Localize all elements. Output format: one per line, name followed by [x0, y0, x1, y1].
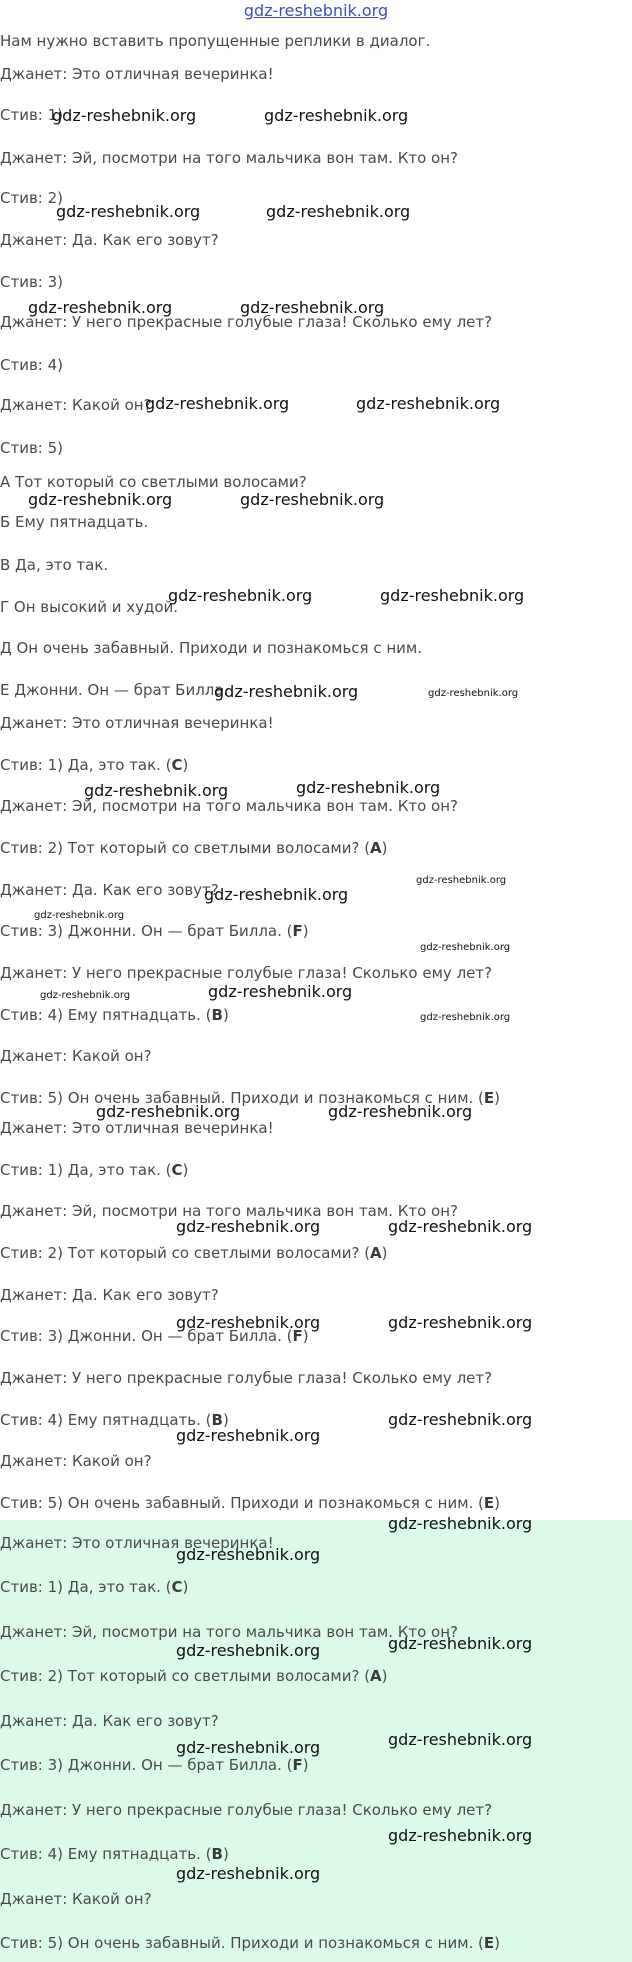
answer-suffix: ): [302, 1756, 309, 1774]
answer-suffix: ): [222, 1006, 229, 1024]
option-line: [0, 680, 228, 700]
option-line-text: Е Джонни. Он — брат Билла.: [0, 681, 229, 699]
watermark-text: gdz-reshebnik.org: [28, 298, 173, 317]
watermark-text: gdz-reshebnik.org: [52, 106, 197, 125]
answer-line-text: Джанет: Какой он?: [0, 1047, 152, 1065]
answer-key: B: [211, 1006, 223, 1024]
answer-line: [0, 1493, 500, 1513]
answer-key: F: [292, 922, 303, 940]
watermark-text: gdz-reshebnik.org: [388, 1313, 533, 1332]
prompt-line: [0, 64, 274, 84]
answer-key: A: [370, 839, 382, 857]
prompt-line-text: Джанет: Какой он?: [0, 396, 152, 414]
answer-suffix: ): [494, 1089, 501, 1107]
answer-suffix: ): [302, 1327, 309, 1345]
watermark-text: gdz-reshebnik.org: [388, 1730, 533, 1749]
answer-line-text: Джанет: Да. Как его зовут?: [0, 881, 219, 899]
answer-line: [0, 1046, 152, 1066]
option-line-text: А Тот который со светлыми волосами?: [0, 473, 307, 491]
answer-line: [0, 1800, 492, 1820]
watermark-text: gdz-reshebnik.org: [214, 682, 359, 701]
answer-key: B: [211, 1845, 223, 1863]
option-line-text: Г Он высокий и худой.: [0, 598, 179, 616]
site-header-link[interactable]: gdz-reshebnik.org: [243, 1, 389, 20]
answer-line-text: Джанет: Какой он?: [0, 1452, 152, 1470]
watermark-text: gdz-reshebnik.org: [176, 1738, 321, 1757]
answer-suffix: ): [494, 1934, 501, 1952]
answer-suffix: ): [381, 839, 388, 857]
option-line: [0, 472, 307, 492]
answer-suffix: ): [222, 1845, 229, 1863]
watermark-text: gdz-reshebnik.org: [208, 982, 353, 1001]
answer-line: [0, 1160, 188, 1180]
prompt-line-text: Джанет: Да. Как его зовут?: [0, 231, 219, 249]
answer-line-text: Джанет: Эй, посмотри на того мальчика вон там. Кто он?: [0, 1623, 459, 1641]
prompt-line: [0, 148, 458, 168]
answer-line: [0, 796, 458, 816]
answer-suffix: ): [302, 922, 309, 940]
watermark-text: gdz-reshebnik.org: [388, 1410, 533, 1429]
option-line-text: В Да, это так.: [0, 556, 109, 574]
answer-line-text: Джанет: Это отличная вечеринка!: [0, 1119, 274, 1137]
answer-line-text: Стив: 2) Тот который со светлыми волосами? (: [0, 1244, 371, 1262]
watermark-text: gdz-reshebnik.org: [328, 1102, 473, 1121]
answer-line: [0, 1577, 188, 1597]
answer-suffix: ): [182, 1578, 189, 1596]
answer-line-text: Стив: 4) Ему пятнадцать. (: [0, 1411, 212, 1429]
answer-line-text: Стив: 3) Джонни. Он — брат Билла. (: [0, 922, 293, 940]
watermark-text: gdz-reshebnik.org: [428, 688, 519, 699]
answer-line: [0, 1844, 229, 1864]
option-line: [0, 512, 148, 532]
answer-line: [0, 963, 492, 983]
answer-line: [0, 713, 274, 733]
option-line: [0, 597, 178, 617]
task-text: [0, 31, 430, 51]
answer-key: F: [292, 1327, 303, 1345]
answer-line-text: Джанет: Эй, посмотри на того мальчика вон там. Кто он?: [0, 797, 459, 815]
watermark-text: gdz-reshebnik.org: [266, 202, 411, 221]
answer-line-text: Джанет: Это отличная вечеринка!: [0, 714, 274, 732]
prompt-line-text: Стив: 5): [0, 439, 64, 457]
answer-line: [0, 1368, 492, 1388]
watermark-text: gdz-reshebnik.org: [356, 394, 501, 413]
watermark-text: gdz-reshebnik.org: [240, 490, 385, 509]
answer-line: [0, 838, 388, 858]
answer-line-text: Стив: 5) Он очень забавный. Приходи и познакомься с ним. (: [0, 1494, 484, 1512]
prompt-line-text: Стив: 4): [0, 356, 64, 374]
watermark-text: gdz-reshebnik.org: [176, 1313, 321, 1332]
answer-key: A: [370, 1667, 382, 1685]
answer-line-text: Джанет: Какой он?: [0, 1890, 152, 1908]
answer-line-text: Стив: 1) Да, это так. (: [0, 1161, 172, 1179]
answer-line-text: Стив: 2) Тот который со светлыми волосами? (: [0, 839, 371, 857]
answer-key: E: [483, 1089, 495, 1107]
watermark-text: gdz-reshebnik.org: [176, 1864, 321, 1883]
watermark-text: gdz-reshebnik.org: [380, 586, 525, 605]
answer-line-text: Стив: 4) Ему пятнадцать. (: [0, 1006, 212, 1024]
answer-key: C: [171, 756, 183, 774]
prompt-line-text: Джанет: Это отличная вечеринка!: [0, 65, 274, 83]
prompt-line-text: Джанет: Эй, посмотри на того мальчика вон там. Кто он?: [0, 149, 459, 167]
watermark-text: gdz-reshebnik.org: [34, 910, 125, 921]
answer-line: [0, 1005, 229, 1025]
watermark-text: gdz-reshebnik.org: [28, 490, 173, 509]
watermark-text: gdz-reshebnik.org: [176, 1545, 321, 1564]
option-line: [0, 555, 108, 575]
watermark-text: gdz-reshebnik.org: [296, 778, 441, 797]
prompt-line: [0, 395, 152, 415]
answer-line-text: Стив: 1) Да, это так. (: [0, 756, 172, 774]
watermark-text: gdz-reshebnik.org: [168, 586, 313, 605]
answer-key: A: [370, 1244, 382, 1262]
prompt-line: [0, 438, 63, 458]
option-line-text: Б Ему пятнадцать.: [0, 513, 149, 531]
watermark-text: gdz-reshebnik.org: [96, 1102, 241, 1121]
prompt-line-text: Стив: 1): [0, 106, 64, 124]
answer-line: [0, 1451, 152, 1471]
watermark-text: gdz-reshebnik.org: [420, 942, 511, 953]
watermark-text: gdz-reshebnik.org: [388, 1217, 533, 1236]
watermark-text: gdz-reshebnik.org: [204, 885, 349, 904]
watermark-text: gdz-reshebnik.org: [56, 202, 201, 221]
answer-key: B: [211, 1411, 223, 1429]
watermark-text: gdz-reshebnik.org: [40, 990, 131, 1001]
watermark-text: gdz-reshebnik.org: [388, 1634, 533, 1653]
answer-line: [0, 1933, 500, 1953]
answer-key: F: [292, 1756, 303, 1774]
answer-line-text: Стив: 1) Да, это так. (: [0, 1578, 172, 1596]
watermark-text: gdz-reshebnik.org: [176, 1217, 321, 1236]
answer-line-text: Стив: 3) Джонни. Он — брат Билла. (: [0, 1327, 293, 1345]
watermark-text: gdz-reshebnik.org: [388, 1826, 533, 1845]
answer-key: C: [171, 1578, 183, 1596]
answer-line: [0, 1285, 219, 1305]
watermark-text: gdz-reshebnik.org: [388, 1514, 533, 1533]
answer-line: [0, 1243, 388, 1263]
watermark-text: gdz-reshebnik.org: [264, 106, 409, 125]
answer-line-text: Джанет: У него прекрасные голубые глаза! Сколько ему лет?: [0, 1801, 493, 1819]
answer-line-text: Стив: 5) Он очень забавный. Приходи и познакомься с ним. (: [0, 1089, 484, 1107]
prompt-line: [0, 355, 63, 375]
answer-suffix: ): [182, 1161, 189, 1179]
watermark-text: gdz-reshebnik.org: [145, 394, 290, 413]
answer-line-text: Стив: 3) Джонни. Он — брат Билла. (: [0, 1756, 293, 1774]
answer-key: E: [483, 1934, 495, 1952]
watermark-text: gdz-reshebnik.org: [176, 1426, 321, 1445]
answer-line: [0, 921, 309, 941]
answer-key: E: [483, 1494, 495, 1512]
prompt-line: [0, 230, 219, 250]
answer-key: C: [171, 1161, 183, 1179]
prompt-line: [0, 272, 63, 292]
answer-line-text: Джанет: У него прекрасные голубые глаза! Сколько ему лет?: [0, 964, 493, 982]
answer-line-text: Джанет: Эй, посмотри на того мальчика вон там. Кто он?: [0, 1202, 459, 1220]
answer-line: [0, 1889, 152, 1909]
answer-line: [0, 1666, 388, 1686]
answer-suffix: ): [222, 1411, 229, 1429]
answer-line: [0, 755, 188, 775]
task-text-text: Нам нужно вставить пропущенные реплики в диалог.: [0, 32, 431, 50]
answer-line-text: Джанет: У него прекрасные голубые глаза! Сколько ему лет?: [0, 1369, 493, 1387]
answer-line-text: Джанет: Да. Как его зовут?: [0, 1286, 219, 1304]
answer-suffix: ): [381, 1667, 388, 1685]
answer-line: [0, 880, 219, 900]
answer-suffix: ): [494, 1494, 501, 1512]
prompt-line-text: Стив: 3): [0, 273, 64, 291]
answer-line: [0, 1711, 219, 1731]
watermark-text: gdz-reshebnik.org: [84, 781, 229, 800]
watermark-text: gdz-reshebnik.org: [416, 875, 507, 886]
answer-suffix: ): [381, 1244, 388, 1262]
answer-suffix: ): [182, 756, 189, 774]
answer-line: [0, 1755, 309, 1775]
answer-line-text: Стив: 4) Ему пятнадцать. (: [0, 1845, 212, 1863]
prompt-line-text: Стив: 2): [0, 189, 64, 207]
answer-line-text: Стив: 5) Он очень забавный. Приходи и познакомься с ним. (: [0, 1934, 484, 1952]
prompt-line-text: Джанет: У него прекрасные голубые глаза! Сколько ему лет?: [0, 313, 493, 331]
watermark-text: gdz-reshebnik.org: [176, 1641, 321, 1660]
answer-line-text: Джанет: Это отличная вечеринка!: [0, 1534, 274, 1552]
option-line-text: Д Он очень забавный. Приходи и познакомься с ним.: [0, 639, 422, 657]
answer-line-text: Стив: 2) Тот который со светлыми волосами? (: [0, 1667, 371, 1685]
answer-line-text: Джанет: Да. Как его зовут?: [0, 1712, 219, 1730]
watermark-text: gdz-reshebnik.org: [420, 1012, 511, 1023]
prompt-line: [0, 188, 63, 208]
option-line: [0, 638, 422, 658]
watermark-text: gdz-reshebnik.org: [240, 298, 385, 317]
